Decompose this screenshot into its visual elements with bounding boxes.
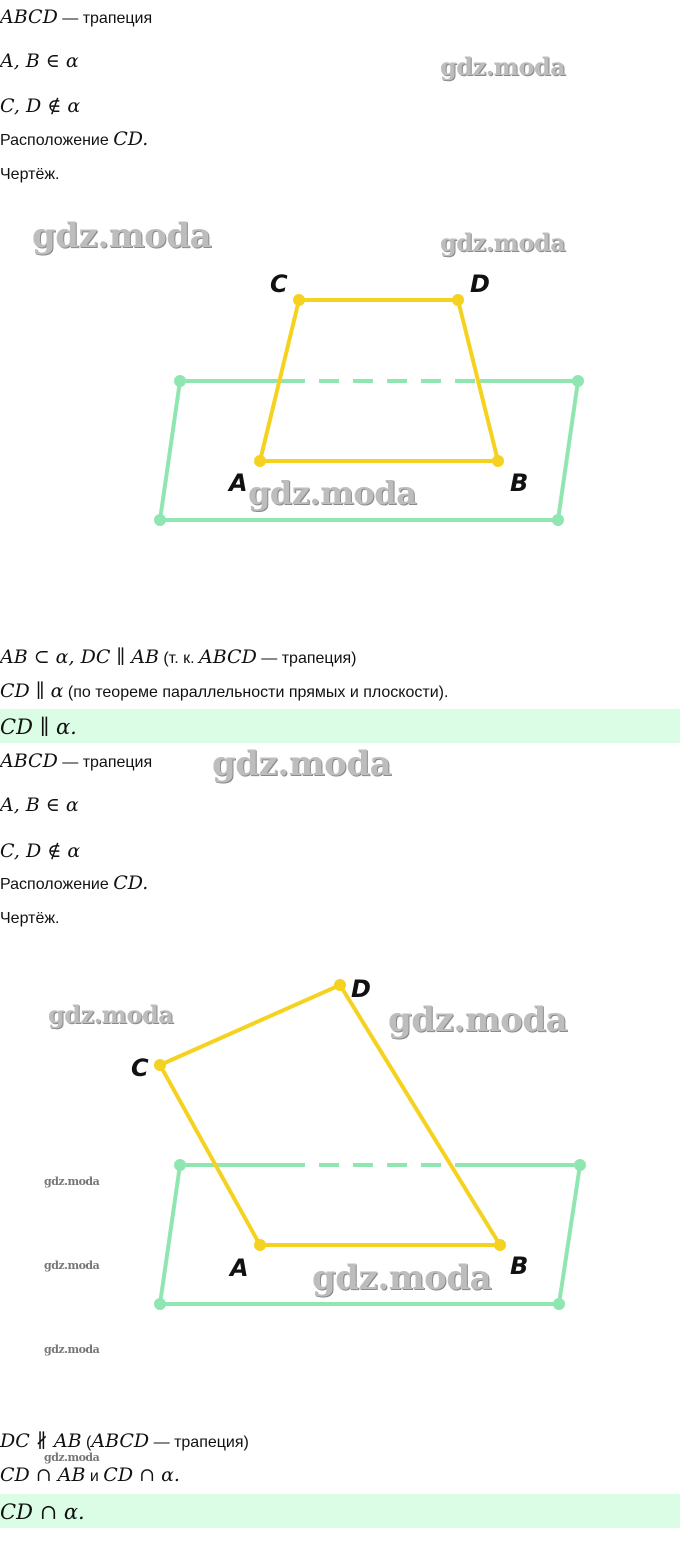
given-points-not-in-plane	[0, 840, 80, 862]
plain-text: (по теореме параллельности прямых и плоскости).	[63, 684, 449, 701]
math-text: A, B ∈ α	[0, 50, 79, 72]
given-trapezoid	[0, 750, 152, 772]
watermark: gdz.moda	[312, 1258, 492, 1298]
question	[0, 128, 148, 150]
given-points-in-plane	[0, 50, 79, 72]
math-text: ABCD	[0, 6, 58, 28]
math-text: CD ∥ α	[0, 680, 64, 702]
plain-text: — трапеция)	[149, 1434, 249, 1451]
plain-text: Расположение	[0, 132, 114, 149]
solution-line	[0, 1464, 180, 1486]
plain-text: — трапеция)	[256, 650, 357, 667]
drawing-label: Чертёж.	[0, 910, 60, 927]
answer-text: CD ∩ α.	[0, 1500, 85, 1524]
answer-text: CD ∥ α.	[0, 715, 77, 739]
math-text: C, D ∉ α	[0, 840, 81, 862]
point-label-a: A	[230, 1254, 249, 1282]
drawing-label: Чертёж.	[0, 166, 60, 183]
plane-edge	[160, 1165, 180, 1304]
math-text: A, B ∈ α	[0, 794, 79, 816]
answer-box	[0, 709, 680, 743]
watermark: gdz.moda	[32, 216, 212, 256]
watermark: gdz.moda	[44, 1343, 100, 1356]
point-label-a: A	[229, 469, 248, 497]
math-text: ABCD	[0, 750, 58, 772]
solution-line	[0, 1430, 249, 1452]
given-trapezoid	[0, 6, 152, 28]
watermark: gdz.moda	[44, 1259, 100, 1272]
plain-text: — трапеция	[57, 10, 153, 27]
point-label-c: C	[270, 270, 288, 298]
watermark: gdz.moda	[440, 228, 566, 257]
plane-edge	[160, 381, 180, 520]
plane-edge	[558, 381, 578, 520]
watermark: gdz.moda	[44, 1175, 100, 1188]
point-label-b: B	[510, 1252, 529, 1280]
math-text: AB ⊂ α, DC ∥ AB	[0, 646, 159, 668]
watermark: gdz.moda	[44, 1451, 100, 1464]
answer-box	[0, 1494, 680, 1528]
math-text: ABCD	[199, 646, 257, 668]
plain-text: Расположение	[0, 876, 114, 893]
plain-text: (т. к.	[158, 650, 200, 667]
math-text: C, D ∉ α	[0, 95, 81, 117]
plain-text: — трапеция	[57, 754, 153, 771]
math-text: CD.	[113, 872, 149, 894]
plain-text: (	[81, 1434, 92, 1451]
math-text: CD ∩ AB	[0, 1464, 86, 1486]
watermark: gdz.moda	[48, 1000, 174, 1029]
solution-line	[0, 646, 357, 668]
point-label-d: D	[470, 270, 490, 298]
question	[0, 872, 148, 894]
watermark: gdz.moda	[388, 1000, 568, 1040]
watermark: gdz.moda	[212, 744, 392, 784]
point-label-d: D	[351, 975, 371, 1003]
watermark: gdz.moda	[248, 474, 417, 512]
watermark: gdz.moda	[440, 52, 566, 81]
solution-line	[0, 680, 448, 702]
plane-edge	[559, 1165, 580, 1304]
given-points-not-in-plane	[0, 95, 80, 117]
given-points-in-plane	[0, 794, 79, 816]
point-label-b: B	[510, 469, 529, 497]
math-text: CD.	[113, 128, 149, 150]
math-text: ABCD	[91, 1430, 150, 1452]
plain-text: и	[85, 1468, 104, 1485]
math-text: CD ∩ α.	[103, 1464, 180, 1486]
math-text: DC ∦ AB	[0, 1430, 82, 1452]
point-label-c: C	[131, 1054, 149, 1082]
